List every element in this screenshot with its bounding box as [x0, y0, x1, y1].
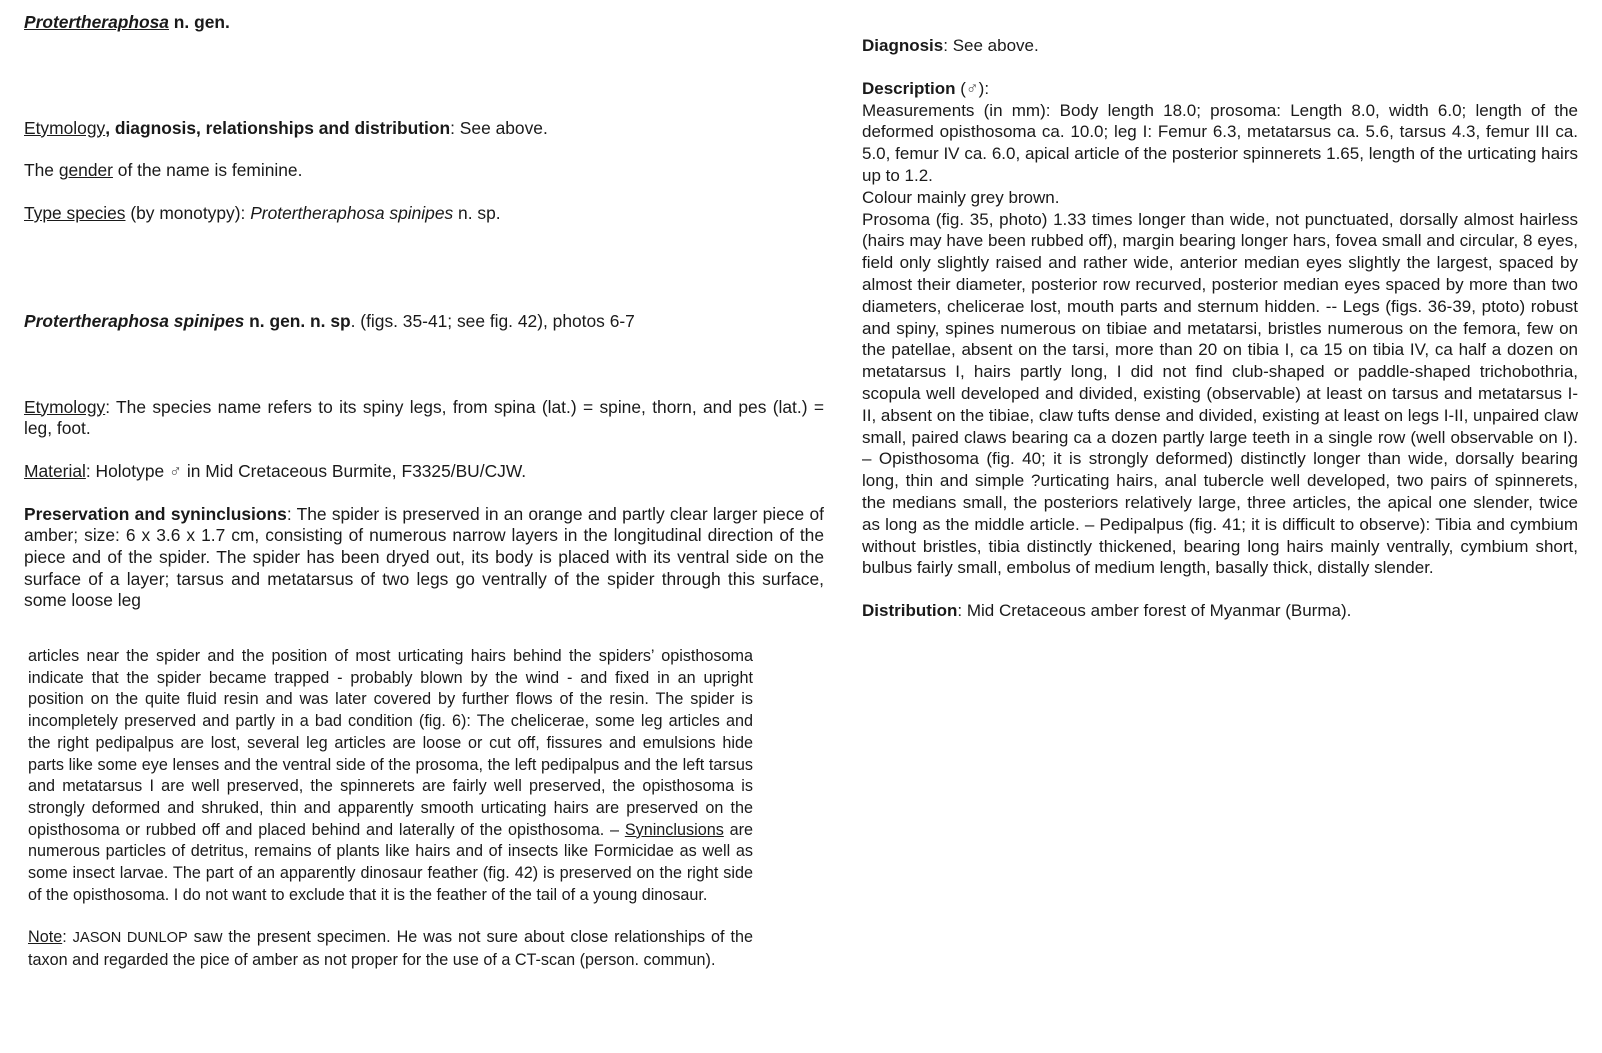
prosoma-text: Prosoma (fig. 35, photo) 1.33 times longer than wide, not punctuated, dorsally almost hairless (hairs may have been rubbed off), margin bearing longer hars, fovea small and circular, 8 eyes, field only slightly raised and rather wide, anterior median eyes slightly the largest, spaced by almost their diameter, posterior row recurved, posterior median eyes spaced by more than two diameters, chelicerae lost, mouth parts and sternum hidden. -- Legs (figs. 36-39, ptoto) robust and spiny, spines numerous on tibiae and metatarsi, bristles numerous on the femora, few on the patellae, absent on the tarsi, more than 20 on tibia I, ca 15 on tibia IV, ca half a dozen on metatarsus I, hairs partly long, I did not find club-shaped or paddle-shaped trichobothria, scopula well developed and divided, existing (observable) at least on tarsus and metatarsus I-II, absent on the tibiae, claw tufts dense and divided, existing at least on legs I-II, unpaired claw small, paired claws bearing ca a dozen partly large teeth in a single row (well observable on I). – Opisthosoma (fig. 40; it is strongly deformed) distinctly longer than wide, dorsally bearing long, thin and simple ?urticating hairs, anal tubercle well developed, two pairs of spinnerets, the medians small, the posteriors relatively large, three articles, the apical one slender, twice as long as the middle article. – Pedipalpus (fig. 41; it is difficult to observe): Tibia and cymbium without bristles, tibia distinctly thickened, bearing long hairs mainly ventrally, cymbium short, bulbus fairly small, embolus of medium length, basally thick, distally slender. — [862, 209, 1578, 578]
right-column — [862, 35, 1578, 622]
diagnosis-line — [862, 35, 1578, 57]
gender-line — [24, 160, 824, 182]
type-species-name: Protertheraphosa spinipes — [250, 203, 454, 224]
preservation-text: : The spider is preserved in an orange and partly clear larger piece of amber; size: 6 x 3.6 x 1.7 cm, consisting of numerous narrow layers in the longitudinal direction of the piece and of the spider. The spider has been dryed out, its body is placed with its ventral side on the surface of a layer; tarsus and metatarsus of two legs go ventrally of the spider through this surface, some loose leg — [24, 503, 824, 611]
distribution-label: Distribution — [862, 601, 958, 621]
diagnosis-label: Diagnosis — [862, 36, 944, 55]
gender-label: gender — [58, 160, 113, 181]
distribution-line — [862, 600, 1578, 622]
gender-rest: of the name is feminine. — [112, 160, 303, 181]
material-rest: in Mid Cretaceous Burmite, F3325/BU/CJW. — [182, 460, 527, 481]
species-etymology — [24, 397, 824, 440]
etymology-bold: , diagnosis, relationships and distribution — [105, 117, 451, 138]
type-species-label: Type species — [24, 203, 126, 224]
type-species-suffix: n. sp. — [453, 203, 501, 224]
distribution-text: : Mid Cretaceous amber forest of Myanmar (Burma). — [957, 601, 1352, 621]
colour-text: Colour mainly grey brown. — [862, 187, 1060, 207]
species-bold-suffix: n. gen. n. sp — [244, 310, 351, 331]
syninclusions-label: Syninclusions — [624, 820, 724, 839]
left-column-continuation — [28, 646, 753, 972]
material-line — [24, 461, 824, 483]
description-label: Description — [862, 78, 956, 98]
left-column — [24, 12, 824, 612]
description-heading — [862, 78, 1578, 100]
type-species-line — [24, 203, 824, 225]
note-label: Note — [28, 928, 63, 947]
male-symbol: ♂ — [169, 460, 183, 481]
etymology-label: Etymology — [24, 117, 106, 138]
species-heading — [24, 311, 824, 333]
description-sym-open: ( — [955, 78, 966, 98]
species-etymology-label: Etymology — [24, 396, 106, 417]
measurements-text: Measurements (in mm): Body length 18.0; prosoma: Length 8.0, width 6.0; length of the deformed opisthosoma ca. 10.0; leg I: Femur 6.3, metatarsus ca. 5.6, tarsus 4.3, femur III ca. 5.0, femur IV ca. 6.0, apical article of the posterior spinnerets 1.65, length of the urticating hairs up to 1.2. — [862, 100, 1578, 185]
type-species-mid: (by monotypy): — [125, 203, 251, 224]
species-name: Protertheraphosa spinipes — [24, 310, 245, 331]
gender-pre: The — [24, 160, 59, 181]
etymology-rest: : See above. — [450, 117, 548, 138]
genus-name: Protertheraphosa — [24, 12, 169, 32]
species-etymology-text: : The species name refers to its spiny legs, from spina (lat.) = spine, thorn, and pes (lat.) = leg, foot. — [24, 396, 824, 439]
genus-heading — [24, 12, 824, 34]
preservation-continuation — [28, 646, 753, 906]
genus-suffix: n. gen. — [168, 12, 230, 32]
note-name: JASON DUNLOP — [72, 930, 188, 947]
description-sym-close: ): — [978, 78, 990, 98]
preservation-cont-text: articles near the spider and the position of most urticating hairs behind the spiders’ opisthosoma indicate that the spider became trapped - probably blown by the wind - and fixed in an upright position on the quite fluid resin and was later covered by further flows of the resin. The spider is incompletely preserved and partly in a bad condition (fig. 6): The chelicerae, some leg articles and the right pedipalpus are lost, several leg articles are loose or cut off, fissures and emulsions hide parts like some eye lenses and the ventral side of the prosoma, the left pedipalpus and the left tarsus and metatarsus I are well preserved, the spinnerets are fairly well preserved, the opisthosoma is strongly deformed and shruked, thin and apparently smooth urticating hairs are preserved on the opisthosoma or rubbed off and placed behind and laterally of the opisthosoma. – — [28, 647, 753, 839]
male-symbol-desc: ♂ — [965, 78, 979, 98]
species-rest: . (figs. 35-41; see fig. 42), photos 6-7 — [350, 310, 635, 331]
preservation-label: Preservation and syninclusions — [24, 503, 287, 524]
note-paragraph: Note: JASON DUNLOP saw the present specimen. He was not sure about close relationships of the taxon and regarded the pice of amber as not proper for the use of a CT-scan (person. commun). — [28, 928, 753, 970]
note-text: saw the present specimen. He was not sure about close relationships of the taxon and regarded the pice of amber as not proper for the use of a CT-scan (person. commun). — [28, 928, 753, 970]
syninclusions-text: are numerous particles of detritus, remains of plants like hairs and of insects like Formicidae as well as some insect larvae. The part of an apparently dinosaur feather (fig. 42) is preserved on the right side of the opisthosoma. I do not want to exclude that it is the feather of the tail of a young dinosaur. — [28, 820, 753, 904]
genus-etymology — [24, 118, 824, 140]
preservation-paragraph — [24, 504, 824, 613]
material-label: Material — [24, 460, 86, 481]
material-pre: : Holotype — [85, 460, 169, 481]
diagnosis-text: : See above. — [943, 36, 1039, 55]
